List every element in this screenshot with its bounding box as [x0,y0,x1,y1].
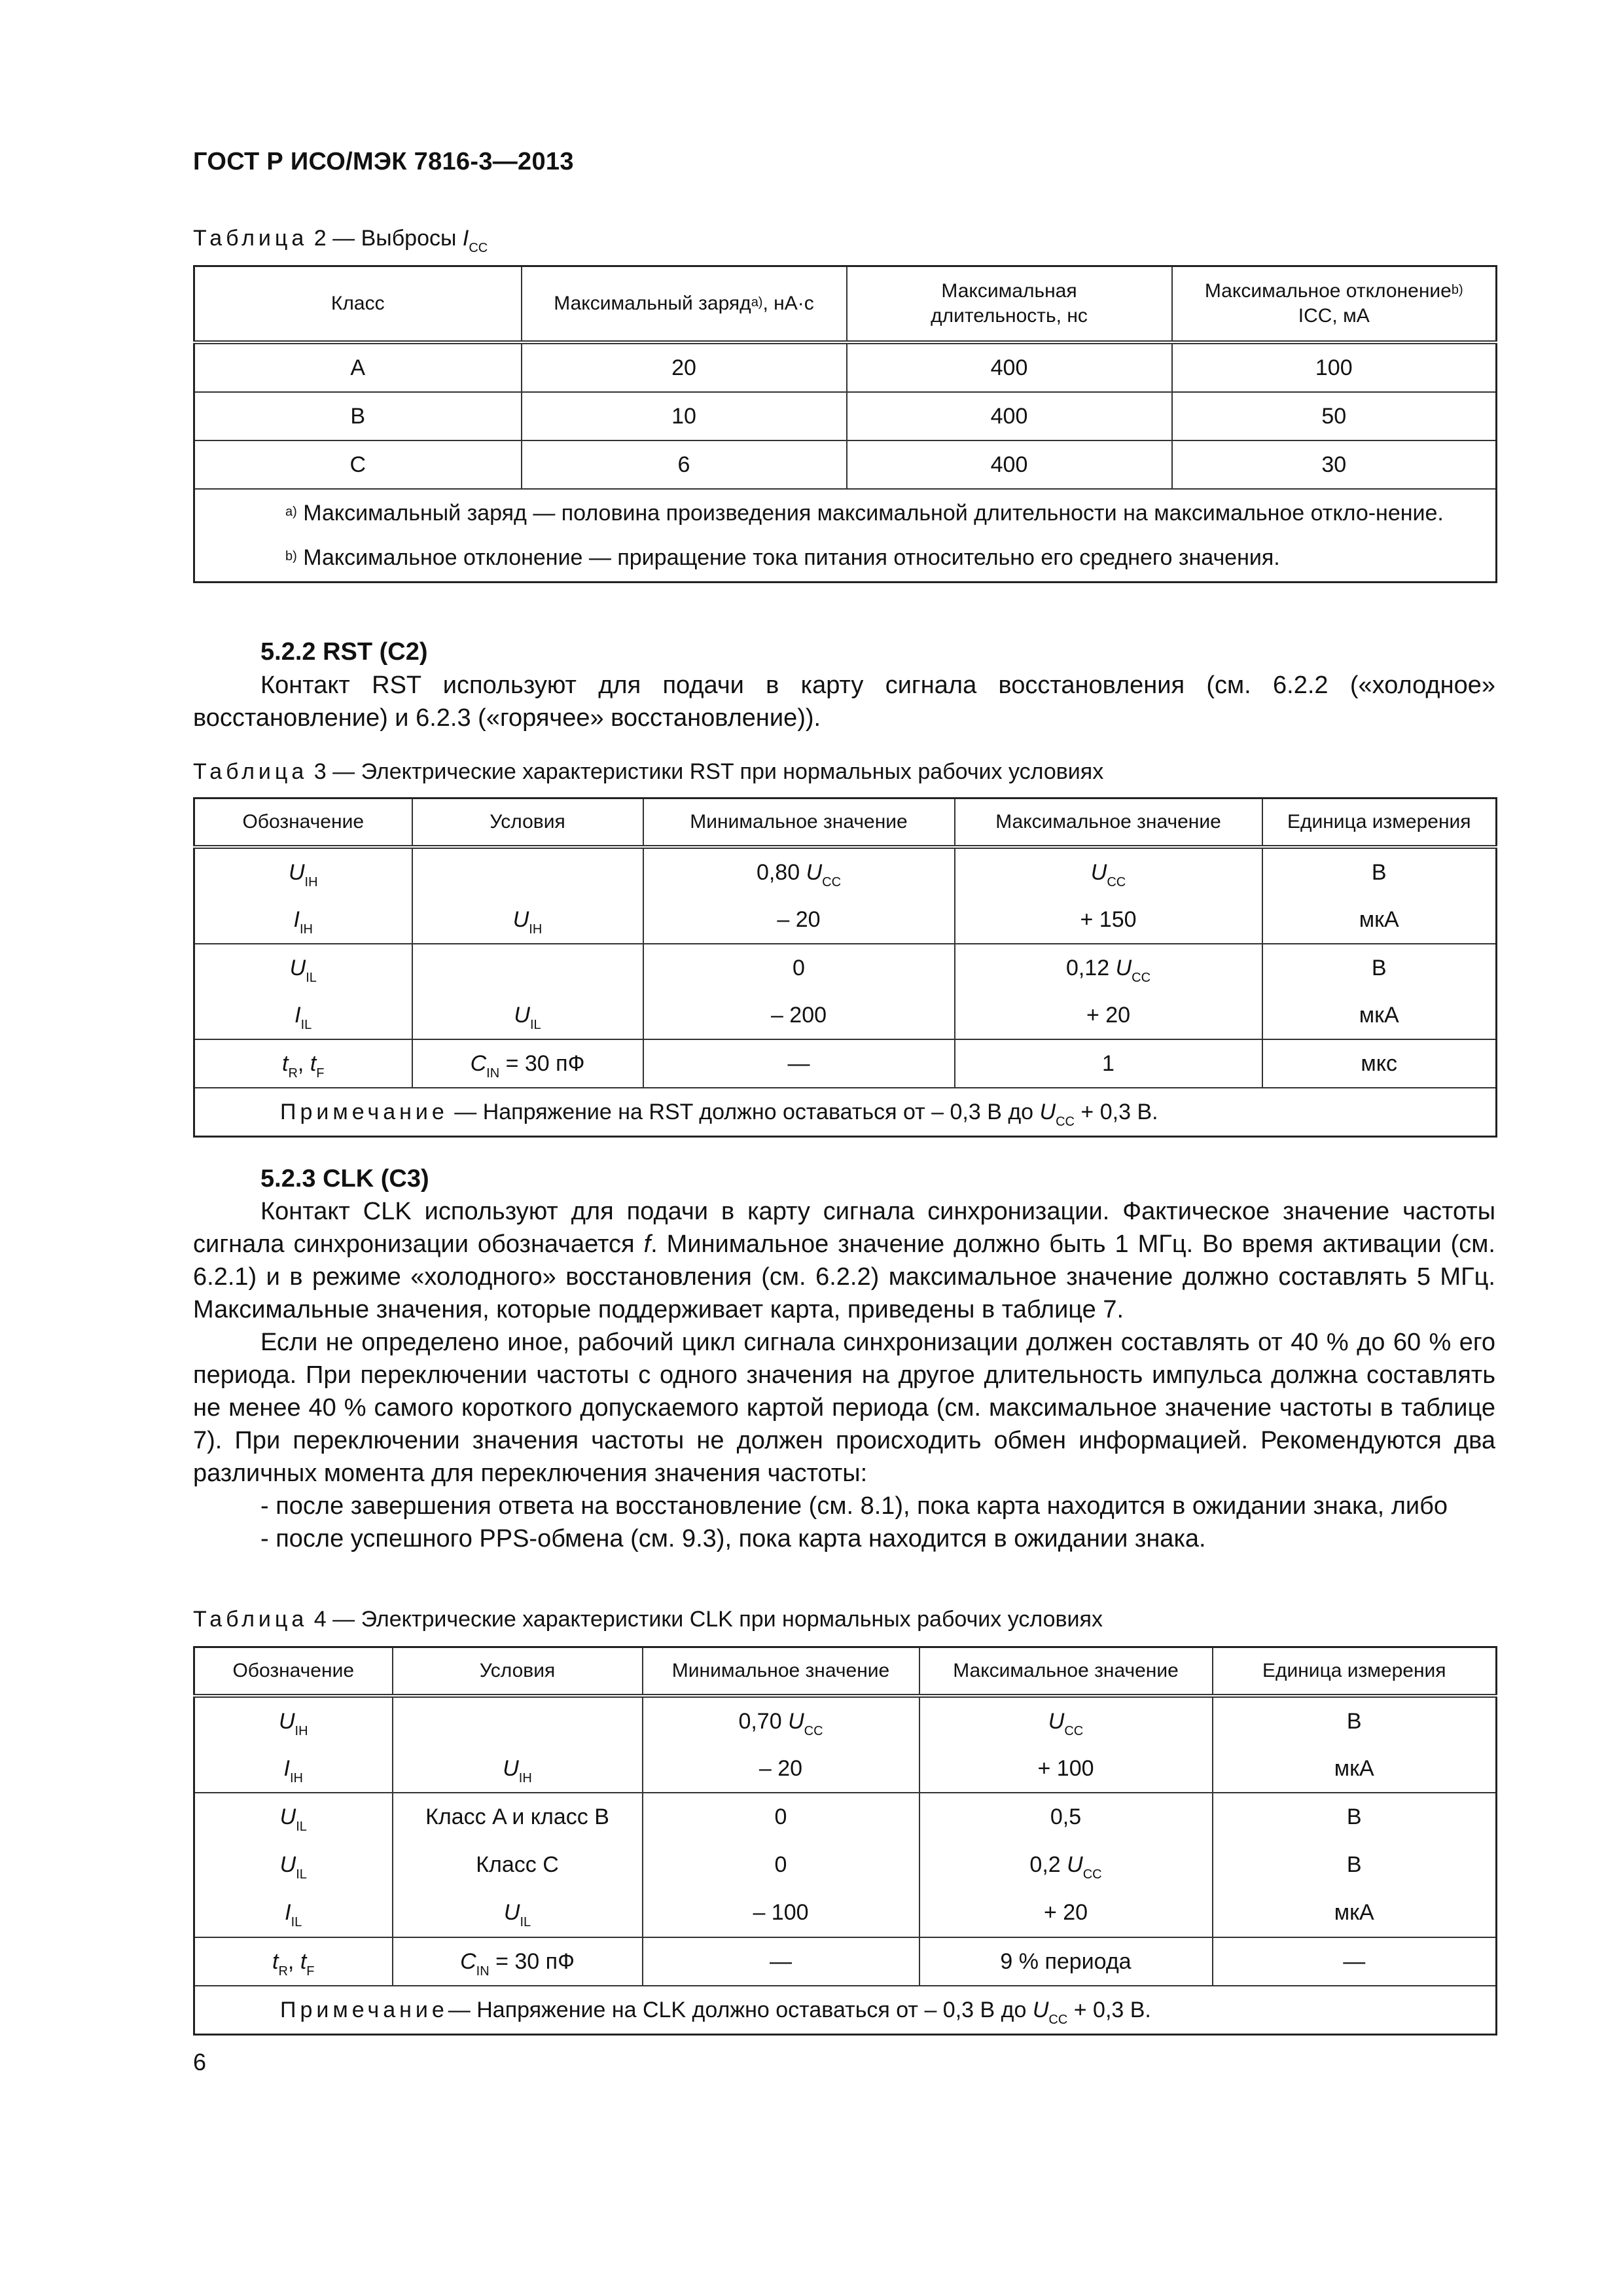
section-5-2-2-text: Контакт RST используют для подачи в карту сигнала восстановления (см. 6.2.2 («холодное» восстановление) и 6.2.3 («горячее» восстановление)). [193,672,1495,732]
list-item: - после успешного PPS-обмена (см. 9.3), пока карта находится в ожидании знака. [260,1525,1206,1552]
list-item: - после завершения ответа на восстановление (см. 8.1), пока карта находится в ожидании знака, либо [260,1492,1448,1520]
table-row [194,944,1497,1039]
page-number: 6 [193,2049,207,2075]
table4-caption: Таблица 4 — Электрические характеристики CLK при нормальных рабочих условиях [193,1607,1103,1632]
table3-min: — [643,1039,955,1088]
table2-cell: 50 [1172,392,1497,440]
table3-symbol: $U_{IH}$ $I_{IH}$ [194,847,412,944]
table3-header: Максимальное значение [955,798,1262,848]
table-row [194,1696,1497,1793]
table4-max: $U_{CC}$ + 100 [919,1696,1213,1793]
footnote-b: $^{b)}$ Максимальное отклонение — приращение тока питания относительно его среднего значения. [285,545,1280,570]
section-5-2-2-title: 5.2.2 RST (C2) [260,638,428,666]
table2-cell: 30 [1172,440,1497,489]
table4-header: Единица измерения [1213,1647,1497,1696]
table3-max: 1 [955,1039,1262,1088]
table4-header: Максимальное значение [919,1647,1213,1696]
table2 [193,265,1497,583]
table2-cell: 100 [1172,342,1497,392]
table3-max: 0,12 $U_{CC}$ + 20 [955,944,1262,1039]
table3-symbol: $t_R$, $t_F$ [194,1039,412,1088]
table3-header: Минимальное значение [643,798,955,848]
table4-unit: — [1213,1937,1497,1986]
section-5-2-3-title: 5.2.3 CLK (C3) [260,1165,429,1193]
table2-caption: Таблица 2 — Выбросы $I_{CC}$ [193,226,488,255]
table-row [194,440,1497,489]
table4-condition: $U_{IH}$ [393,1696,643,1793]
table3-condition: $U_{IL}$ [412,944,643,1039]
paragraph: Если не определено иное, рабочий цикл сигнала синхронизации должен составлять от 40 % до 60 % его периода. При переключении частоты с одного значения на другое длительность импульса должна составлять не менее 40 % самого короткого допускаемого картой периода (см. максимальное значение частоты в таблице 7). При переключении значения частоты не должен происходить обмен информацией. Рекомендуются два различных момента для переключения значения частоты: [193,1329,1495,1487]
table2-cell: 400 [847,440,1172,489]
table3-condition: $C_{IN} = 30$ пФ [412,1039,643,1088]
table-row [194,392,1497,440]
table4-unit: В В мкА [1213,1793,1497,1937]
table2-header: Класс [194,266,522,343]
table4-header: Условия [393,1647,643,1696]
table3-unit: В мкА [1262,847,1497,944]
table2-cell: 400 [847,392,1172,440]
footnote-a: $^{a)}$ Максимальный заряд — половина произведения максимальной длительности на максимальное откло-нение. [285,501,1444,526]
table4-note: Примечание— Напряжение на CLK должно оставаться от – 0,3 В до $U_{CC} + 0,3$ В. [194,1986,1497,2035]
table4-min: 0,70 $U_{CC}$ – 20 [643,1696,919,1793]
table2-cell: 10 [522,392,847,440]
table2-cell: 400 [847,342,1172,392]
table3-symbol: $U_{IL}$ $I_{IL}$ [194,944,412,1039]
table4-header: Обозначение [194,1647,393,1696]
table-row [194,1039,1497,1088]
table2-footnotes [194,489,1497,583]
table3-caption: Таблица 3 — Электрические характеристики RST при нормальных рабочих условиях [193,759,1104,784]
table4-symbol: $U_{IL}$ $U_{IL}$ $I_{IL}$ [194,1793,393,1937]
table-row [194,847,1497,944]
table4-max: 9 % периода [919,1937,1213,1986]
table2-header: Максимальное отклонение$^{b)}$ ICC, мА [1172,266,1497,343]
table3 [193,797,1497,1138]
table2-cell: A [194,342,522,392]
document-header: ГОСТ Р ИСО/МЭК 7816-3—2013 [193,148,574,175]
table3-header: Условия [412,798,643,848]
table4-min: — [643,1937,919,1986]
table3-condition: $U_{IH}$ [412,847,643,944]
table4-max: 0,5 0,2 $U_{CC}$ + 20 [919,1793,1213,1937]
table2-cell: B [194,392,522,440]
table3-max: $U_{CC}$ + 150 [955,847,1262,944]
table4-condition: Класс A и класс B Класс C $U_{IL}$ [393,1793,643,1937]
table4-symbol: $t_R$, $t_F$ [194,1937,393,1986]
table4-unit: В мкА [1213,1696,1497,1793]
table2-header: Максимальная длительность, нс [847,266,1172,343]
table-row [194,1937,1497,1986]
paragraph: Контакт CLK используют для подачи в карту сигнала синхронизации. Фактическое значение частоты сигнала синхронизации обозначается f. Минимальное значение должно быть 1 МГц. Во время активации (см. 6.2.1) и в режиме «холодного» восстановления (см. 6.2.2) максимальное значение должно составлять 5 МГц. Максимальные значения, которые поддерживает карта, приведены в таблице 7. [193,1198,1495,1323]
table3-min: 0,80 $U_{CC}$ – 20 [643,847,955,944]
table4-condition: $C_{IN} = 30$ пФ [393,1937,643,1986]
table-row [194,1793,1497,1937]
table2-cell: 6 [522,440,847,489]
table4 [193,1646,1497,2036]
table3-unit: мкс [1262,1039,1497,1088]
table3-note: Примечание — Напряжение на RST должно оставаться от – 0,3 В до $U_{CC} + 0,3$ В. [194,1088,1497,1137]
table3-unit: В мкА [1262,944,1497,1039]
table3-header: Единица измерения [1262,798,1497,848]
table4-min: 0 0 – 100 [643,1793,919,1937]
table3-header: Обозначение [194,798,412,848]
section-5-2-3-body [193,1195,1495,1555]
table-row [194,342,1497,392]
table2-cell: 20 [522,342,847,392]
table2-header: Максимальный заряд$^{a)}$, нА·с [522,266,847,343]
table3-min: 0 – 200 [643,944,955,1039]
table2-cell: C [194,440,522,489]
table4-symbol: $U_{IH}$ $I_{IH}$ [194,1696,393,1793]
table4-header: Минимальное значение [643,1647,919,1696]
